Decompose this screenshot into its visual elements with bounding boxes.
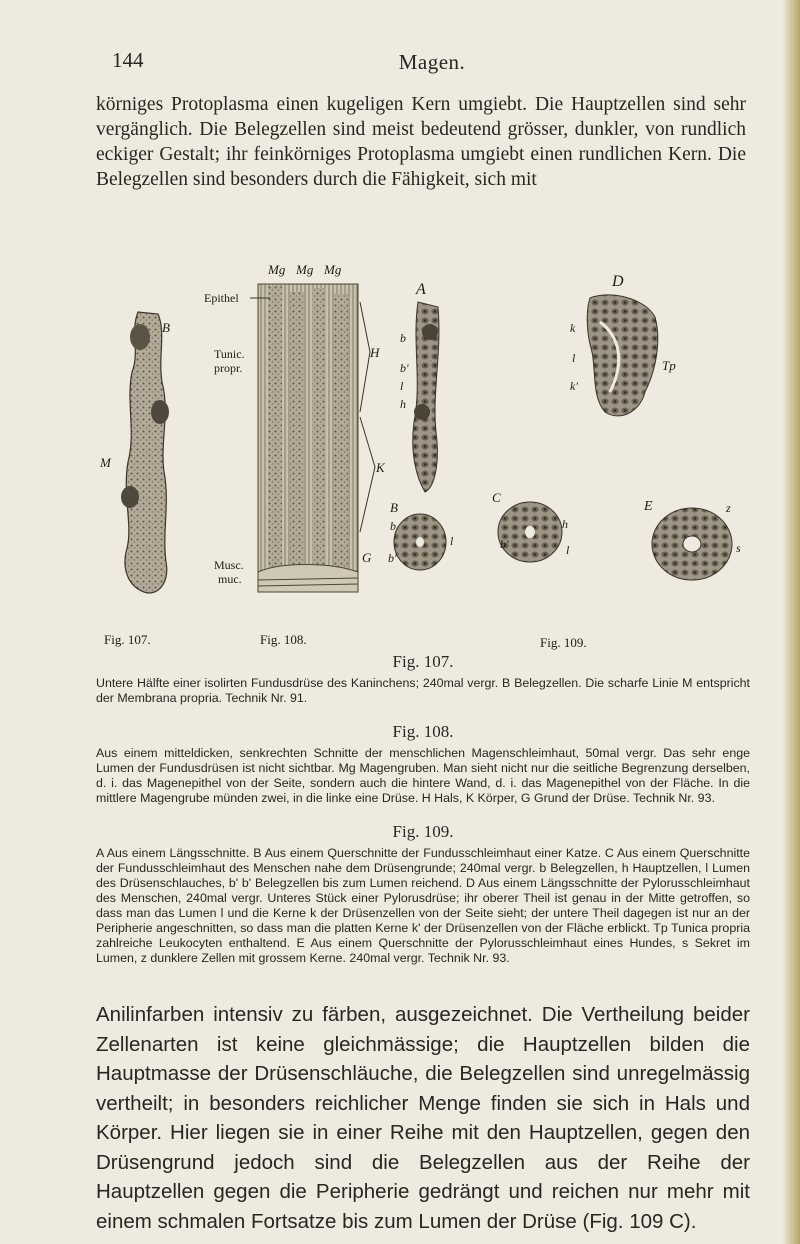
fig109b-drawing [388,500,454,570]
fig109d-drawing [570,273,676,416]
fig108-label-K: K [376,460,385,475]
caption-fig107-title: Fig. 107. [392,652,454,671]
page-header [112,48,752,78]
body-paragraph: Anilinfarben intensiv zu färben, ausgezeichnet. Die Vertheilung beider Zellenarten ist keine gleichmässige; die Hauptzellen bilden die Hauptmasse der Drüsenschläuche, die Belegzellen sind unregelmässig vertheilt; in besonders reichlicher Menge finden sie sich in Hals und Körper. Hier liegen sie in einer Reihe mit den Hauptzellen, gegen den Drüsengrund jedoch sind die Belegzellen aus der Reihe der Hauptzellen gegen die Peripherie gedrängt und reichen nur mehr mit einem schmalen Fortsatze bis zum Lumen der Drüse (Fig. 109 C). [96,1003,750,1233]
fig109d-label-k: k [570,321,576,335]
intro-paragraph: körniges Protoplasma einen kugeligen Kern umgiebt. Die Hauptzellen sind sehr vergänglich. Die Belegzellen sind meist bedeutend grösser, dunkler, von rundlich eckiger Gestalt; ihr feinkörniges Protoplasma umgiebt einen rundlichen Kern. Die Belegzellen sind besonders durch die Fähigkeit, sich mit [96,94,746,190]
caption-fig107 [96,652,750,706]
fig109a-label-b: b [400,331,406,345]
fig108-label-tunic: Tunic. [214,347,245,361]
fig108-label-G: G [362,550,372,565]
fig109-label-B: B [390,500,398,515]
fig109c-label-l: l [566,543,570,557]
histology-illustration [100,262,750,650]
page-edge [782,0,800,1244]
fig107-drawing [100,312,170,593]
fig107-label-B: B [162,320,170,335]
fig108-label-mg-1: Mg [268,262,286,277]
fig109-label-D: D [612,273,624,290]
fig108-label-mg-2: Mg [296,262,314,277]
fig109b-label-l: l [450,534,454,548]
fig109a-label-h: h [400,397,406,411]
figure-plate [100,262,750,650]
fig109b-label-b: b [390,519,396,533]
caption-fig109 [96,822,750,966]
fig108-drawing [204,262,386,592]
fig109a-label-bp: b' [400,361,409,375]
fig109-label-E: E [644,499,653,514]
fig109d-label-kp: k' [570,379,578,393]
fig109a-label-A: A [416,281,426,298]
caption-fig108-title: Fig. 108. [392,722,454,741]
fig108-label-propr: propr. [214,361,243,375]
fig108-label-H: H [370,345,380,360]
plate-label-fig109: Fig. 109. [540,635,587,650]
fig109a-label-l: l [400,379,404,393]
fig109c-label-h: h [562,517,568,531]
caption-fig108 [96,722,750,806]
plate-label-fig108: Fig. 108. [260,632,307,647]
fig108-label-epithel: Epithel [204,291,239,305]
fig109c-label-bp: b' [500,537,509,551]
page-number: 144 [112,48,144,72]
caption-fig109-text: A Aus einem Längsschnitte. B Aus einem Querschnitte der Fundusschleimhaut einer Katze. C Aus einem Querschnitte der Fundusschleimhaut des Menschen nahe dem Drüsengrunde; 240mal vergr. b Belegzellen, h Hauptzellen, l Lumen des Drüsenschlauches, b' b' Belegzellen bis zum Lumen reichend. D Aus einem Längsschnitte der Pylorusschleimhaut des Menschen, 240mal vergr. Unteres Stück einer Pylorusdrüse; ihr oberer Theil ist genau in der Mitte getroffen, so dass man das Lumen l und die Kerne k der Drüsenzellen von der Seite sieht; der untere Theil dagegen ist nur an der Peripherie angeschnitten, so dass man die platten Kerne k' der Drüsenzellen von der Fläche erblickt. Tp Tunica propria zahlreiche Leukocyten enthaltend. E Aus einem Querschnitte der Pylorusschleimhaut eines Hundes, s Sekret im Lumen, z dunklere Zellen mit grossem Kerne. 240mal vergr. Technik Nr. 93. [96,846,750,965]
fig107-label-M: M [100,455,111,470]
fig109a-drawing [400,281,439,492]
fig109c-drawing [492,490,570,562]
fig109d-label-l: l [572,351,576,365]
fig109e-label-s: s [736,541,741,555]
caption-fig107-text: Untere Hälfte einer isolirten Fundusdrüse des Kaninchens; 240mal vergr. B Belegzellen. Die scharfe Linie M entspricht der Membrana propria. Technik Nr. 91. [96,676,750,705]
fig109b-label-bp: b' [388,551,397,565]
fig109e-label-z: z [726,501,731,515]
plate-label-fig107: Fig. 107. [104,632,151,647]
caption-fig108-text: Aus einem mitteldicken, senkrechten Schnitte der menschlichen Magenschleimhaut, 50mal vergr. Das sehr enge Lumen der Fundusdrüsen ist nicht sichtbar. Mg Magengruben. Man sieht nicht nur die seitliche Begrenzung derselben, d. i. das Magenepithel von der Seite, sondern auch die hintere Wand, d. i. das Magenepithel von der Fläche. In die mittlere Magengrube münden zwei, in die linke eine Drüse. H Hals, K Körper, G Grund der Drüse. Technik Nr. 93. [96,746,750,805]
fig108-label-muc: muc. [218,572,242,586]
caption-fig109-title: Fig. 109. [392,822,454,841]
fig108-label-mg-3: Mg [324,262,342,277]
running-title: Magen. [398,50,466,74]
fig109-label-C: C [492,490,501,505]
fig108-label-musc: Musc. [214,558,244,572]
fig109e-drawing [643,499,741,580]
fig109d-label-Tp: Tp [662,358,676,373]
